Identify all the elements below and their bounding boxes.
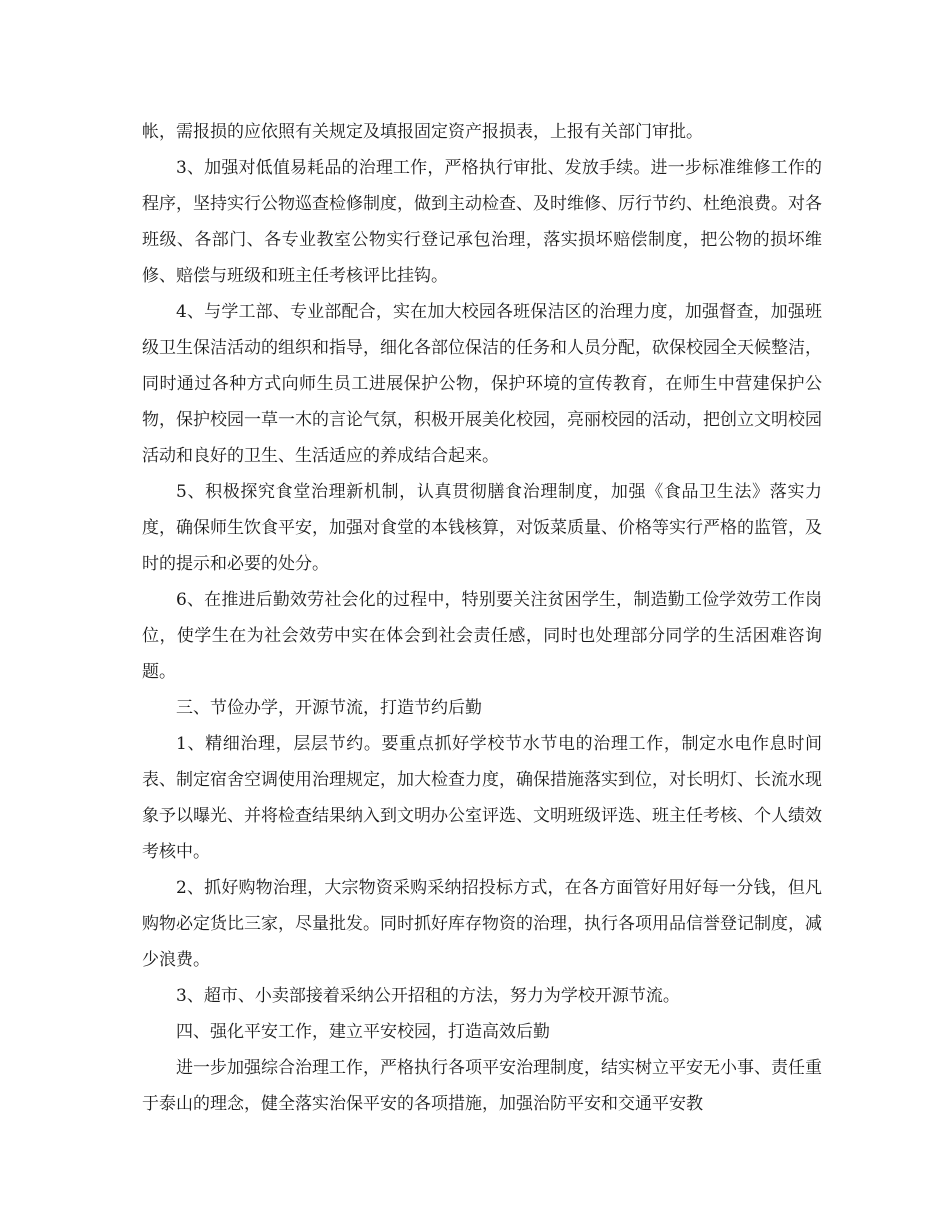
paragraph-item-6: 6、在推进后勤效劳社会化的过程中，特别要关注贫困学生，制造勤工俭学效劳工作岗位，使学生在为社会效劳中实在体会到社会责任感，同时也处理部分同学的生活困难咨询题。 <box>142 590 822 682</box>
section-heading-3: 三、节俭办学，开源节流，打造节约后勤 <box>176 698 482 718</box>
paragraph-item-3b: 3、超市、小卖部接着采纳公开招租的方法，努力为学校开源节流。 <box>176 986 680 1006</box>
paragraph-item-2: 2、抓好购物治理，大宗物资采购采纳招投标方式，在各方面管好用好每一分钱，但凡购物必定货比三家，尽量批发。同时抓好库存物资的治理，执行各项用品信誉登记制度，减少浪费。 <box>142 878 822 970</box>
paragraph-item-1: 1、精细治理，层层节约。要重点抓好学校节水节电的治理工作，制定水电作息时间表、制定宿舍空调使用治理规定，加大检查力度，确保措施落实到位，对长明灯、长流水现象予以曝光、并将检查结果纳入到文明办公室评选、文明班级评选、班主任考核、个人绩效考核中。 <box>142 734 822 862</box>
paragraph-continuation: 帐，需报损的应依照有关规定及填报固定资产报损表，上报有关部门审批。 <box>142 122 703 142</box>
paragraph-item-4: 4、与学工部、专业部配合，实在加大校园各班保洁区的治理力度，加强督查，加强班级卫生保洁活动的组织和指导，细化各部位保洁的任务和人员分配，砍保校园全天候整洁，同时通过各种方式向师生员工进展保护公物，保护环境的宣传教育，在师生中营建保护公物，保护校园一草一木的言论气氛，积极开展美化校园，亮丽校园的活动，把创立文明校园活动和良好的卫生、生活适应的养成结合起来。 <box>142 302 822 466</box>
paragraph-safety: 进一步加强综合治理工作，严格执行各项平安治理制度，结实树立平安无小事、责任重于泰山的理念，健全落实治保平安的各项措施，加强治防平安和交通平安教 <box>142 1058 822 1114</box>
document-page <box>142 114 822 1122</box>
section-heading-4: 四、强化平安工作，建立平安校园，打造高效后勤 <box>176 1022 550 1042</box>
paragraph-item-5: 5、积极探究食堂治理新机制，认真贯彻膳食治理制度，加强《食品卫生法》落实力度，确保师生饮食平安，加强对食堂的本钱核算，对饭菜质量、价格等实行严格的监管，及时的提示和必要的处分。 <box>142 482 822 574</box>
paragraph-item-3: 3、加强对低值易耗品的治理工作，严格执行审批、发放手续。进一步标准维修工作的程序，坚持实行公物巡查检修制度，做到主动检查、及时维修、厉行节约、杜绝浪费。对各班级、各部门、各专业教室公物实行登记承包治理，落实损坏赔偿制度，把公物的损坏维修、赔偿与班级和班主任考核评比挂钩。 <box>142 158 822 286</box>
